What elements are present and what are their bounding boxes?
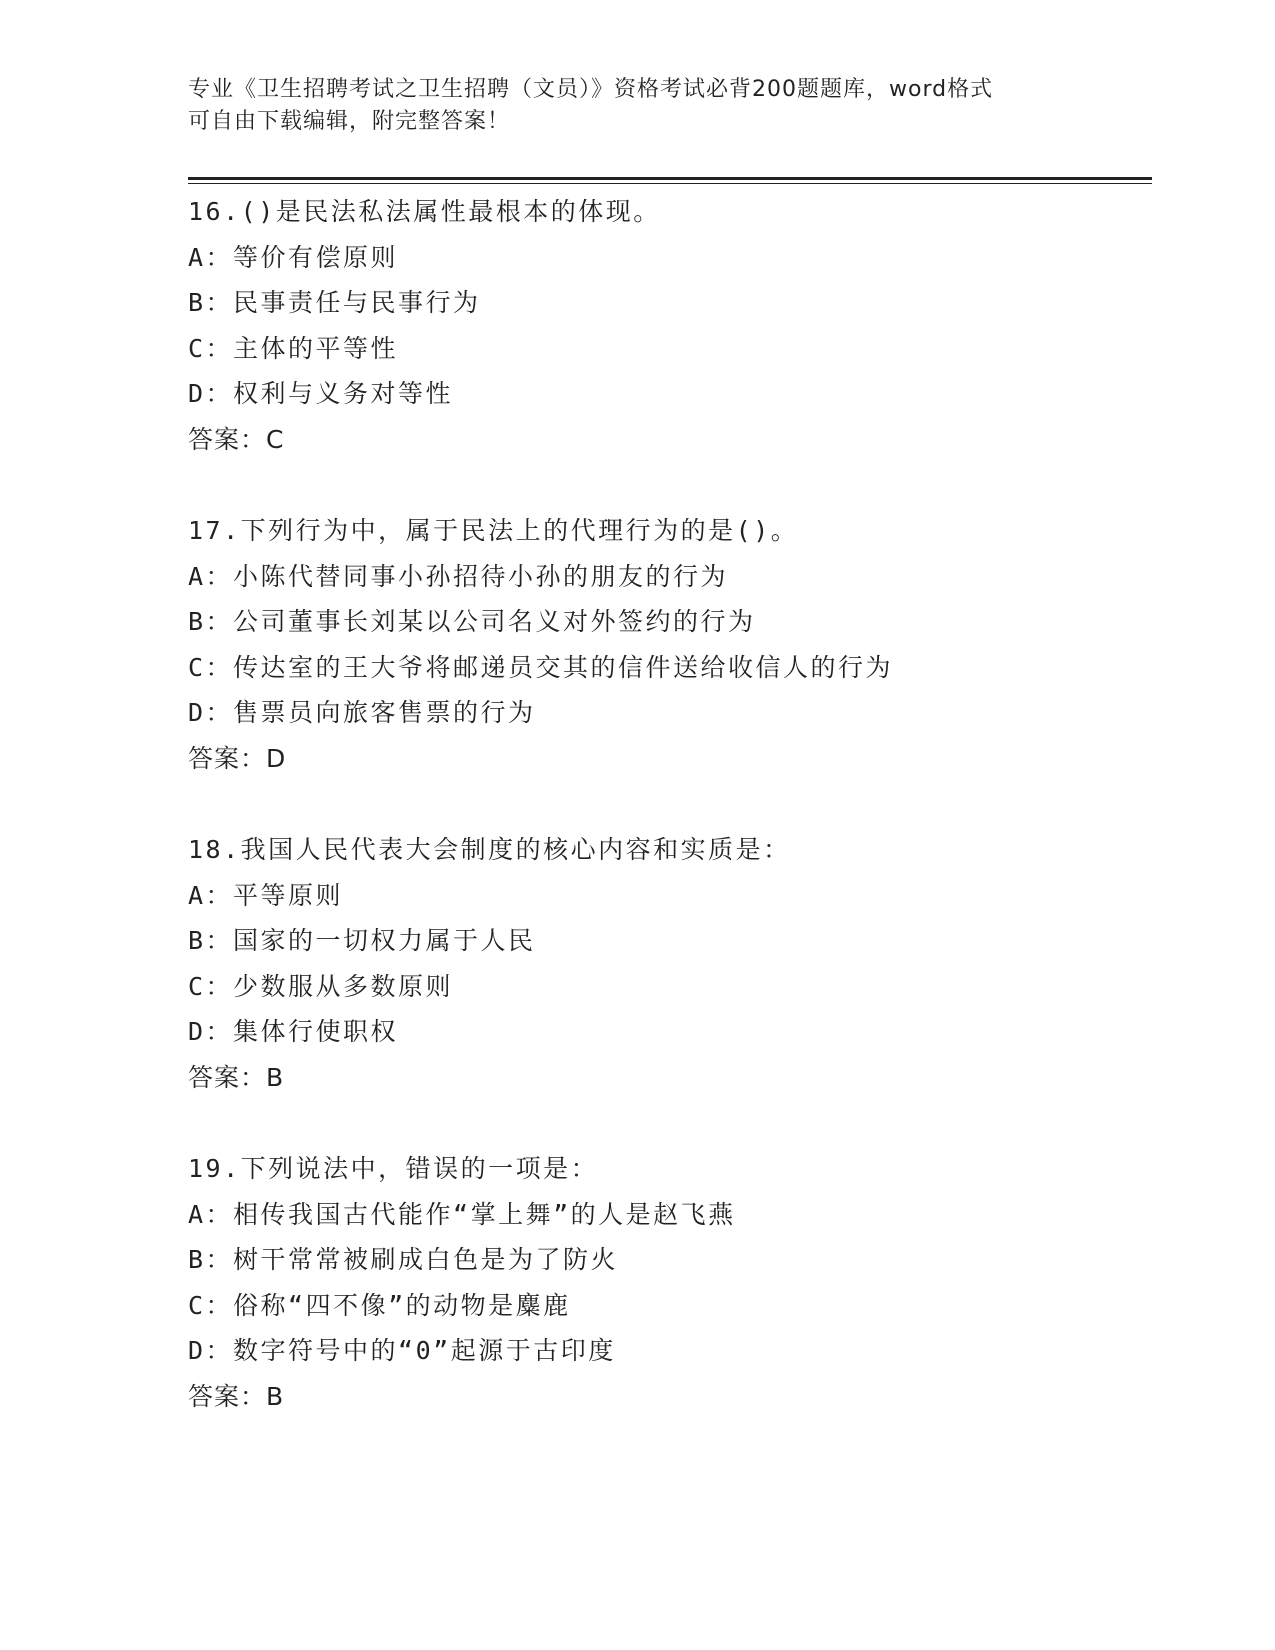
option-c: C：少数服从多数原则 (188, 971, 454, 1001)
option-c: C：传达室的王大爷将邮递员交其的信件送给收信人的行为 (188, 652, 894, 682)
answer-line: 答案：D (188, 743, 287, 773)
answer-line: 答案：C (188, 424, 285, 454)
option-b: B：公司董事长刘某以公司名义对外签约的行为 (188, 607, 756, 636)
option-d: D：权利与义务对等性 (188, 379, 454, 408)
option-d: D：集体行使职权 (188, 1017, 399, 1046)
option-c: C：俗称“四不像”的动物是麋鹿 (188, 1290, 571, 1320)
option-a: A：小陈代替同事小孙招待小孙的朋友的行为 (188, 561, 729, 591)
option-a: A：等价有偿原则 (188, 242, 399, 272)
option-d: D：售票员向旅客售票的行为 (188, 698, 536, 727)
question-block-19 (188, 1146, 1148, 1419)
header-divider-thick (188, 177, 1152, 180)
question-stem: 19.下列说法中，错误的一项是： (188, 1154, 599, 1183)
question-stem: 17.下列行为中，属于民法上的代理行为的是()。 (188, 516, 799, 545)
option-b: B：民事责任与民事行为 (188, 288, 481, 317)
option-a: A：平等原则 (188, 880, 344, 910)
question-stem: 16.()是民法私法属性最根本的体现。 (188, 197, 661, 226)
option-d: D：数字符号中的“0”起源于古印度 (188, 1336, 616, 1365)
question-block-17 (188, 508, 1148, 781)
header-divider-thin (188, 183, 1152, 184)
answer-line: 答案：B (188, 1381, 285, 1411)
document-header (188, 74, 1088, 138)
option-b: B：国家的一切权力属于人民 (188, 926, 536, 955)
header-line-2: 可自由下载编辑，附完整答案！ (188, 109, 511, 134)
question-stem: 18.我国人民代表大会制度的核心内容和实质是： (188, 835, 791, 864)
option-c: C：主体的平等性 (188, 333, 399, 363)
answer-line: 答案：B (188, 1062, 285, 1092)
header-line-1: 专业《卫生招聘考试之卫生招聘（文员）》资格考试必背200题题库，word格式 (188, 77, 994, 102)
option-b: B：树干常常被刷成白色是为了防火 (188, 1245, 619, 1274)
option-a: A：相传我国古代能作“掌上舞”的人是赵飞燕 (188, 1199, 736, 1229)
question-block-18 (188, 827, 1148, 1100)
question-block-16 (188, 189, 1148, 462)
